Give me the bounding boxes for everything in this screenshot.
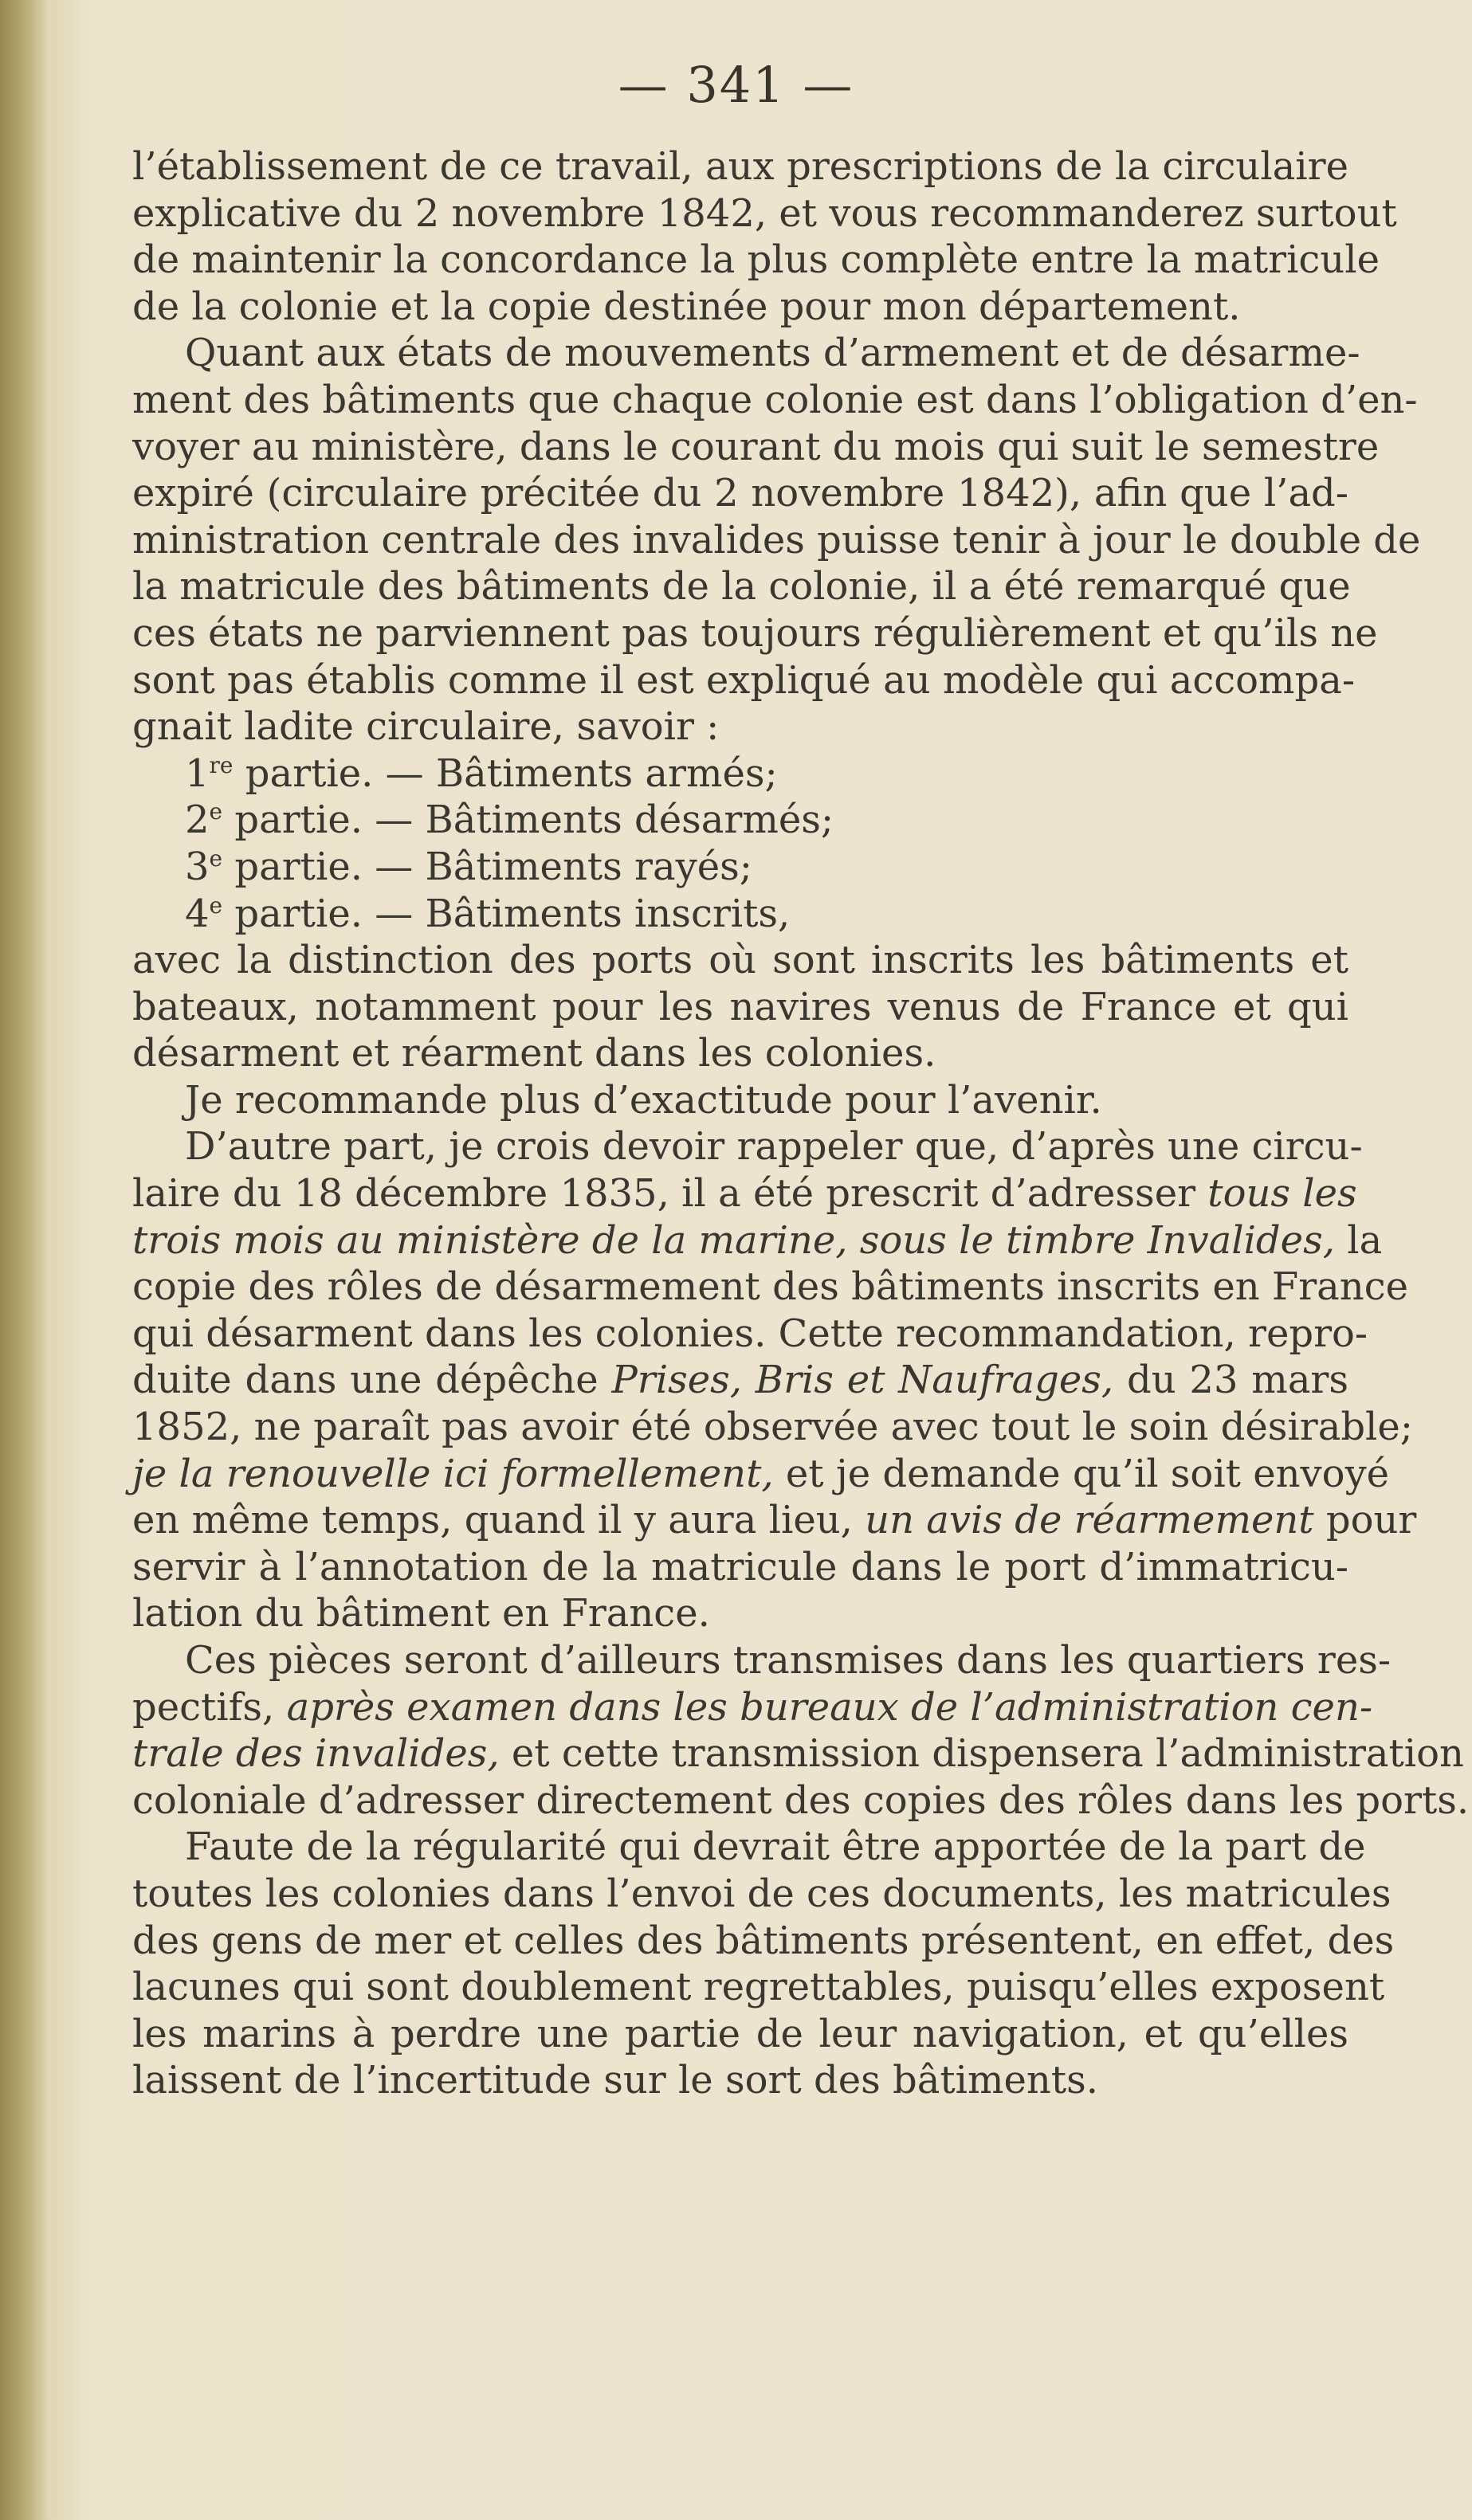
text-line bbox=[132, 284, 1348, 331]
text-segment: copie des rôles de désarmement des bâtiments inscrits en France bbox=[132, 1264, 1408, 1310]
text-segment: D’autre part, je crois devoir rappeler que, d’après une circu- bbox=[185, 1124, 1363, 1170]
text-segment: sont pas établis comme il est expliqué au modèle qui accompa- bbox=[132, 657, 1356, 703]
italic-text: tous les bbox=[1207, 1171, 1357, 1217]
text-segment: la bbox=[1334, 1217, 1383, 1263]
text-line bbox=[132, 1918, 1395, 1965]
text-line bbox=[132, 1404, 1413, 1451]
text-segment: l’établissement de ce travail, aux prescriptions de la circulaire bbox=[132, 144, 1348, 189]
text-segment: désarment et réarment dans les colonies. bbox=[132, 1031, 936, 1076]
text-line bbox=[132, 1357, 1348, 1404]
text-line bbox=[132, 2057, 1348, 2104]
text-segment: et cette transmission dispensera l’administration bbox=[499, 1731, 1464, 1777]
text-segment: avec la distinction des ports où sont inscrits les bâtiments et bbox=[132, 938, 1348, 983]
text-line bbox=[132, 1077, 1348, 1124]
text-segment: qui désarment dans les colonies. Cette recommandation, repro- bbox=[132, 1311, 1368, 1356]
text-line bbox=[132, 1217, 1383, 1264]
ordinal-superscript: re bbox=[209, 751, 234, 778]
text-segment: la matricule des bâtiments de la colonie, il a été remarqué que bbox=[132, 564, 1351, 609]
text-segment: lation du bâtiment en France. bbox=[132, 1591, 710, 1636]
text-line bbox=[132, 844, 1348, 891]
text-line bbox=[132, 470, 1348, 517]
text-segment: bateaux, notamment pour les navires venus de France et qui bbox=[132, 984, 1348, 1029]
text-segment: duite dans une dépêche bbox=[132, 1358, 612, 1403]
italic-text: après examen dans les bureaux de l’administration cen- bbox=[286, 1684, 1373, 1730]
text-segment: servir à l’annotation de la matricule dans le port d’immatricu- bbox=[132, 1544, 1348, 1589]
text-segment: et je demande qu’il soit envoyé bbox=[773, 1451, 1390, 1496]
italic-text: un avis de réarmement bbox=[865, 1498, 1314, 1543]
text-line bbox=[132, 517, 1421, 564]
text-line bbox=[132, 377, 1418, 424]
text-segment: expiré (circulaire précitée du 2 novembre 1842), afin que l’ad- bbox=[132, 471, 1348, 516]
text-line bbox=[132, 1544, 1348, 1591]
text-segment: en même temps, quand il y aura lieu, bbox=[132, 1498, 866, 1543]
text-line bbox=[132, 1637, 1392, 1684]
text-line bbox=[132, 657, 1356, 704]
italic-text: trois mois au ministère de la marine, sous le timbre Invalides, bbox=[132, 1217, 1335, 1263]
text-line bbox=[132, 1497, 1417, 1544]
text-segment: partie. — Bâtiments rayés; bbox=[222, 844, 752, 889]
text-segment: du 23 mars bbox=[1113, 1358, 1349, 1403]
text-line bbox=[132, 1964, 1385, 2011]
text-line bbox=[132, 1777, 1470, 1824]
text-segment: Je recommande plus d’exactitude pour l’avenir. bbox=[185, 1077, 1102, 1123]
text-segment: laire du 18 décembre 1835, il a été prescrit d’adresser bbox=[132, 1171, 1208, 1217]
text-segment: voyer au ministère, dans le courant du mois qui suit le semestre bbox=[132, 424, 1380, 469]
text-segment: pectifs, bbox=[132, 1684, 287, 1730]
text-line bbox=[132, 143, 1348, 190]
text-segment: gnait ladite circulaire, savoir : bbox=[132, 704, 720, 750]
text-line bbox=[132, 610, 1378, 657]
text-line bbox=[132, 330, 1360, 377]
text-segment: 3 bbox=[185, 844, 210, 889]
text-line bbox=[132, 797, 1348, 844]
text-segment: partie. — Bâtiments armés; bbox=[233, 751, 778, 796]
text-line bbox=[132, 1264, 1408, 1311]
text-line bbox=[132, 1684, 1373, 1731]
text-line bbox=[132, 2011, 1348, 2058]
text-segment: Ces pièces seront d’ailleurs transmises dans les quartiers res- bbox=[185, 1638, 1392, 1683]
text-segment: partie. — Bâtiments inscrits, bbox=[222, 891, 791, 936]
text-segment: ces états ne parviennent pas toujours régulièrement et qu’ils ne bbox=[132, 610, 1378, 656]
text-line bbox=[132, 1123, 1363, 1170]
text-segment: coloniale d’adresser directement des copies des rôles dans les ports. bbox=[132, 1777, 1470, 1823]
text-segment: laissent de l’incertitude sur le sort des bâtiments. bbox=[132, 2058, 1098, 2103]
italic-text: Prises, Bris et Naufrages, bbox=[611, 1358, 1114, 1403]
text-segment: de la colonie et la copie destinée pour mon département. bbox=[132, 284, 1241, 329]
ordinal-superscript: e bbox=[209, 892, 223, 919]
text-segment: 2 bbox=[185, 798, 210, 843]
text-segment: 4 bbox=[185, 891, 210, 936]
body-text bbox=[132, 143, 1470, 2104]
text-line bbox=[132, 1030, 1348, 1077]
text-line bbox=[132, 1824, 1366, 1871]
text-line bbox=[132, 1451, 1390, 1498]
text-segment: lacunes qui sont doublement regrettables, puisqu’elles exposent bbox=[132, 1965, 1385, 2010]
text-segment: 1 bbox=[185, 751, 210, 796]
text-segment: ministration centrale des invalides puisse tenir à jour le double de bbox=[132, 517, 1421, 562]
text-segment: explicative du 2 novembre 1842, et vous recommanderez surtout bbox=[132, 190, 1397, 236]
text-line bbox=[132, 1311, 1368, 1358]
text-line bbox=[132, 190, 1397, 237]
text-segment: Quant aux états de mouvements d’armement et de désarme- bbox=[185, 331, 1360, 376]
page-number: — 341 — bbox=[618, 56, 854, 114]
text-line bbox=[132, 1730, 1464, 1777]
text-segment: des gens de mer et celles des bâtiments présentent, en effet, des bbox=[132, 1918, 1395, 1963]
text-segment: les marins à perdre une partie de leur navigation, et qu’elles bbox=[132, 2011, 1348, 2056]
italic-text: trale des invalides, bbox=[132, 1731, 500, 1777]
text-segment: partie. — Bâtiments désarmés; bbox=[222, 798, 834, 843]
binding-shadow bbox=[0, 0, 48, 2520]
text-line bbox=[132, 703, 1348, 751]
text-line bbox=[132, 1871, 1392, 1918]
text-segment: 1852, ne paraît pas avoir été observée avec tout le soin désirable; bbox=[132, 1405, 1413, 1450]
text-line bbox=[132, 563, 1351, 610]
text-line bbox=[132, 937, 1348, 984]
text-segment: de maintenir la concordance la plus complète entre la matricule bbox=[132, 237, 1380, 283]
ordinal-superscript: e bbox=[209, 798, 223, 825]
text-line bbox=[132, 424, 1380, 471]
text-segment: toutes les colonies dans l’envoi de ces documents, les matricules bbox=[132, 1871, 1392, 1916]
text-segment: ment des bâtiments que chaque colonie est dans l’obligation d’en- bbox=[132, 377, 1418, 422]
ordinal-superscript: e bbox=[209, 845, 223, 872]
italic-text: je la renouvelle ici formellement, bbox=[132, 1451, 774, 1496]
text-line bbox=[132, 1170, 1357, 1217]
text-line bbox=[132, 891, 1348, 938]
text-line bbox=[132, 984, 1348, 1031]
text-line bbox=[132, 237, 1380, 284]
text-line bbox=[132, 1590, 1348, 1637]
text-segment: Faute de la régularité qui devrait être apportée de la part de bbox=[185, 1824, 1366, 1870]
text-segment: pour bbox=[1313, 1498, 1417, 1543]
text-line bbox=[132, 751, 1348, 798]
